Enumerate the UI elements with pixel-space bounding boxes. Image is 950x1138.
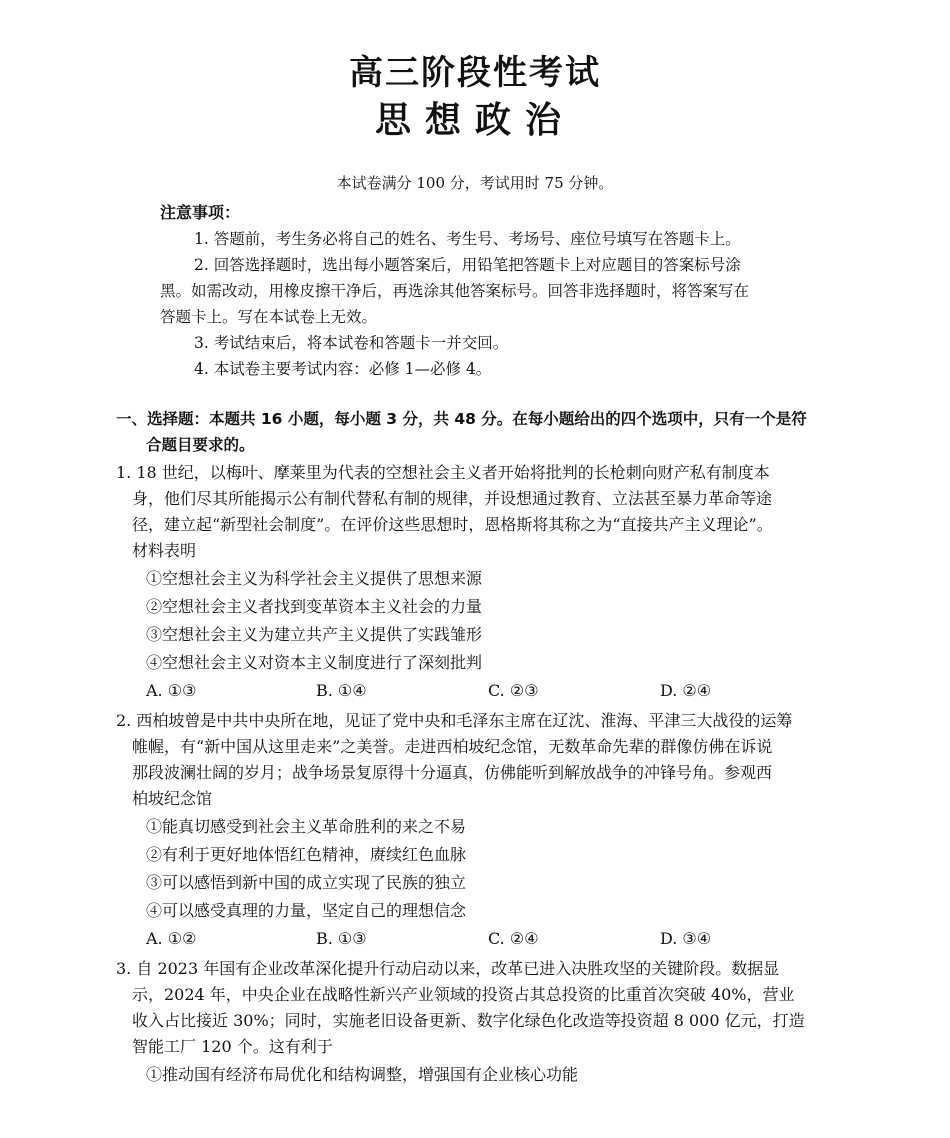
option-a: A. ①③	[146, 681, 197, 700]
notice-item-3: 3. 考试结束后，将本试卷和答题卡一并交回。	[194, 334, 509, 352]
question-text-line: 3. 自 2023 年国有企业改革深化提升行动启动以来，改革已进入决胜攻坚的关键阶段。数据显	[116, 959, 780, 978]
question-text-line: 那段波澜壮阔的岁月；战争场景复原得十分逼真，仿佛能听到解放战争的冲锋号角。参观西	[132, 763, 773, 782]
statement-3: ③空想社会主义为建立共产主义提供了实践雏形	[146, 625, 483, 644]
statement-2: ②空想社会主义者找到变革资本主义社会的力量	[146, 597, 483, 616]
statement-1: ①空想社会主义为科学社会主义提供了思想来源	[146, 569, 483, 588]
question-text-line: 1. 18 世纪，以梅叶、摩莱里为代表的空想社会主义者开始将批判的长枪刺向财产私有制度本	[116, 463, 770, 482]
notice-item-1: 1. 答题前，考生务必将自己的姓名、考生号、考场号、座位号填写在答题卡上。	[194, 230, 741, 248]
section-heading: 一、选择题：本题共 16 小题，每小题 3 分，共 48 分。在每小题给出的四个选项中，只有一个是符	[116, 410, 807, 428]
question-text-line: 示，2024 年，中央企业在战略性新兴产业领域的投资占其总投资的比重首次突破 40%，营业	[132, 985, 795, 1004]
notice-item-4: 4. 本试卷主要考试内容：必修 1—必修 4。	[194, 360, 492, 378]
question-text-line: 柏坡纪念馆	[132, 789, 213, 808]
option-b: B. ①③	[316, 929, 367, 948]
section-heading-line-2: 合题目要求的。	[146, 436, 255, 454]
subject-title: 思想政治	[374, 100, 575, 141]
question-text-line: 2. 西柏坡曾是中共中央所在地，见证了党中央和毛泽东主席在辽沈、淮海、平津三大战役的运筹	[116, 711, 793, 730]
option-b: B. ①④	[316, 681, 367, 700]
question-text-line: 帷幄，有“新中国从这里走来”之美誉。走进西柏坡纪念馆，无数革命先辈的群像仿佛在诉说	[132, 737, 773, 756]
option-a: A. ①②	[146, 929, 197, 948]
statement-1: ①能真切感受到社会主义革命胜利的来之不易	[146, 817, 467, 836]
question-text-line: 智能工厂 120 个。这有利于	[132, 1037, 333, 1056]
notice-item-2-line-2: 黑。如需改动，用橡皮擦干净后，再选涂其他答案标号。回答非选择题时，将答案写在	[160, 282, 750, 300]
notice-item-2-line-1: 2. 回答选择题时，选出每小题答案后，用铅笔把答题卡上对应题目的答案标号涂	[194, 256, 741, 274]
option-d: D. ②④	[660, 681, 712, 700]
option-c: C. ②③	[488, 681, 539, 700]
exam-info: 本试卷满分 100 分，考试用时 75 分钟。	[336, 174, 614, 192]
statement-4: ④可以感受真理的力量，坚定自己的理想信念	[146, 901, 467, 920]
notice-heading: 注意事项：	[160, 203, 241, 222]
statement-3: ③可以感悟到新中国的成立实现了民族的独立	[146, 873, 467, 892]
question-text-line: 径，建立起“新型社会制度”。在评价这些思想时，恩格斯将其称之为“直接共产主义理论”。	[132, 515, 773, 534]
statement-1: ①推动国有经济布局优化和结构调整，增强国有企业核心功能	[146, 1065, 579, 1084]
statement-4: ④空想社会主义对资本主义制度进行了深刻批判	[146, 653, 483, 672]
question-text-line: 收入占比接近 30%；同时，实施老旧设备更新、数字化绿色化改造等投资超 8 000 亿元，打造	[132, 1011, 805, 1030]
option-c: C. ②④	[488, 929, 539, 948]
option-d: D. ③④	[660, 929, 712, 948]
exam-title: 高三阶段性考试	[349, 53, 601, 93]
question-text-line: 材料表明	[132, 541, 197, 560]
statement-2: ②有利于更好地体悟红色精神，赓续红色血脉	[146, 845, 467, 864]
notice-item-2-line-3: 答题卡上。写在本试卷上无效。	[160, 308, 378, 326]
question-text-line: 身，他们尽其所能揭示公有制代替私有制的规律，并设想通过教育、立法甚至暴力革命等途	[132, 489, 773, 508]
